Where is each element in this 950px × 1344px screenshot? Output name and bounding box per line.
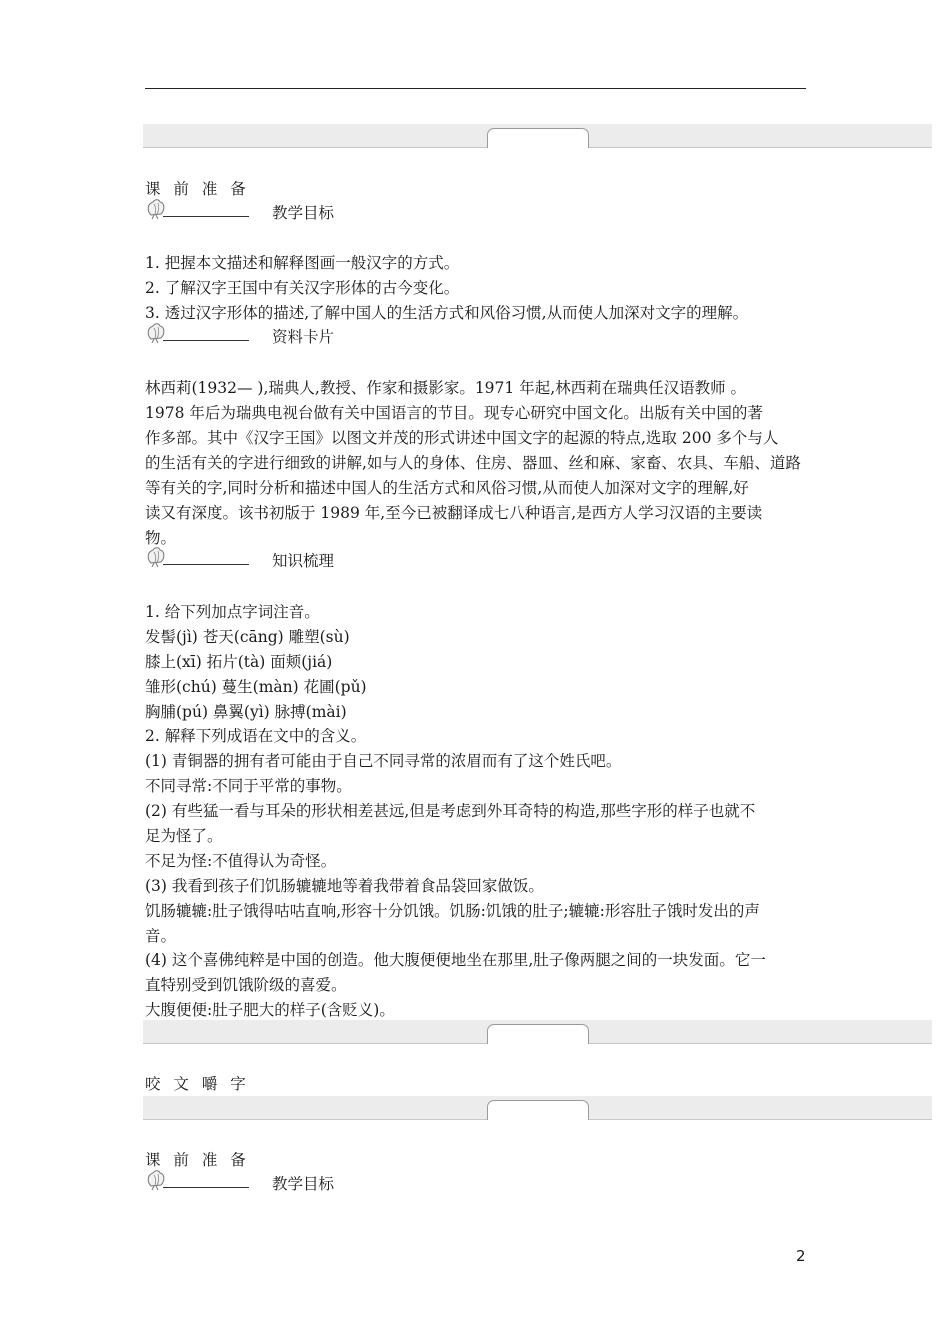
bio-line: 林西莉(1932— ),瑞典人,教授、作家和摄影家。1971 年起,林西莉在瑞典任汉语教师 。: [145, 379, 747, 397]
goal-item: 1. 把握本文描述和解释图画一般汉字的方式。: [145, 254, 460, 272]
label-goals: [145, 1169, 545, 1195]
knowledge-line: 直特别受到饥饿阶级的喜爱。: [145, 976, 347, 994]
label-goals: [145, 198, 545, 224]
knowledge-line: 1. 给下列加点字词注音。: [145, 603, 320, 621]
bio-line: 的生活有关的字进行细致的讲解,如与人的身体、住房、器皿、丝和麻、家畜、农具、车船、道路: [145, 454, 801, 472]
section-tab: [487, 1100, 589, 1120]
section-heading-prep: 课 前 准 备: [145, 180, 250, 198]
section-heading-prep: 课 前 准 备: [145, 1151, 250, 1169]
knowledge-line: 膝上(xī) 拓片(tà) 面颊(jiá): [145, 653, 333, 671]
knowledge-line: (4) 这个喜佛纯粹是中国的创造。他大腹便便地坐在那里,肚子像两腿之间的一块发面。它一: [145, 951, 766, 969]
section-band-1: [143, 124, 932, 148]
knowledge-line: 雏形(chú) 蔓生(màn) 花圃(pǔ): [145, 678, 367, 696]
knowledge-line: 不同寻常:不同于平常的事物。: [145, 777, 352, 795]
section-tab: [487, 128, 589, 148]
section-heading-chew: 咬 文 嚼 字: [145, 1075, 250, 1093]
knowledge-line: 饥肠辘辘:肚子饿得咕咕直响,形容十分饥饿。饥肠:饥饿的肚子;辘辘:形容肚子饿时发出的声: [145, 902, 760, 920]
label-goals-text: 教学目标: [272, 1175, 335, 1193]
section-tab: [487, 1024, 589, 1044]
bio-line: 读又有深度。该书初版于 1989 年,至今已被翻译成七八种语言,是西方人学习汉语的主要读: [145, 504, 763, 522]
bio-line: 物。: [145, 529, 177, 547]
page-number: 2: [796, 1247, 806, 1265]
header-rule: [145, 88, 806, 89]
label-knowledge: [145, 546, 545, 572]
goal-item: 2. 了解汉字王国中有关汉字形体的古今变化。: [145, 279, 460, 297]
knowledge-line: (2) 有些猛一看与耳朵的形状相差甚远,但是考虑到外耳奇特的构造,那些字形的样子也就不: [145, 802, 756, 820]
knowledge-line: 胸脯(pú) 鼻翼(yì) 脉搏(mài): [145, 703, 347, 721]
knowledge-line: 发髻(jì) 苍天(cāng) 雕塑(sù): [145, 628, 350, 646]
label-materials: [145, 322, 545, 348]
bio-line: 等有关的字,同时分析和描述中国人的生活方式和风俗习惯,从而使人加深对文字的理解,好: [145, 479, 749, 497]
knowledge-line: 大腹便便:肚子肥大的样子(含贬义)。: [145, 1001, 395, 1019]
label-goals-text: 教学目标: [272, 204, 335, 222]
bio-line: 1978 年后为瑞典电视台做有关中国语言的节目。现专心研究中国文化。出版有关中国的著: [145, 404, 763, 422]
knowledge-line: 2. 解释下列成语在文中的含义。: [145, 727, 367, 745]
goal-item: 3. 透过汉字形体的描述,了解中国人的生活方式和风俗习惯,从而使人加深对文字的理解。: [145, 304, 749, 322]
knowledge-line: 不足为怪:不值得认为奇怪。: [145, 852, 337, 870]
knowledge-line: (1) 青铜器的拥有者可能由于自己不同寻常的浓眉而有了这个姓氏吧。: [145, 752, 622, 770]
knowledge-line: 音。: [145, 927, 177, 945]
section-band-3: [143, 1096, 932, 1120]
label-materials-text: 资料卡片: [272, 328, 335, 346]
label-knowledge-text: 知识梳理: [272, 552, 335, 570]
bio-line: 作多部。其中《汉字王国》以图文并茂的形式讲述中国文字的起源的特点,选取 200 多个与人: [145, 429, 779, 447]
knowledge-line: 足为怪了。: [145, 827, 223, 845]
knowledge-line: (3) 我看到孩子们饥肠辘辘地等着我带着食品袋回家做饭。: [145, 877, 544, 895]
section-band-2: [143, 1020, 932, 1044]
